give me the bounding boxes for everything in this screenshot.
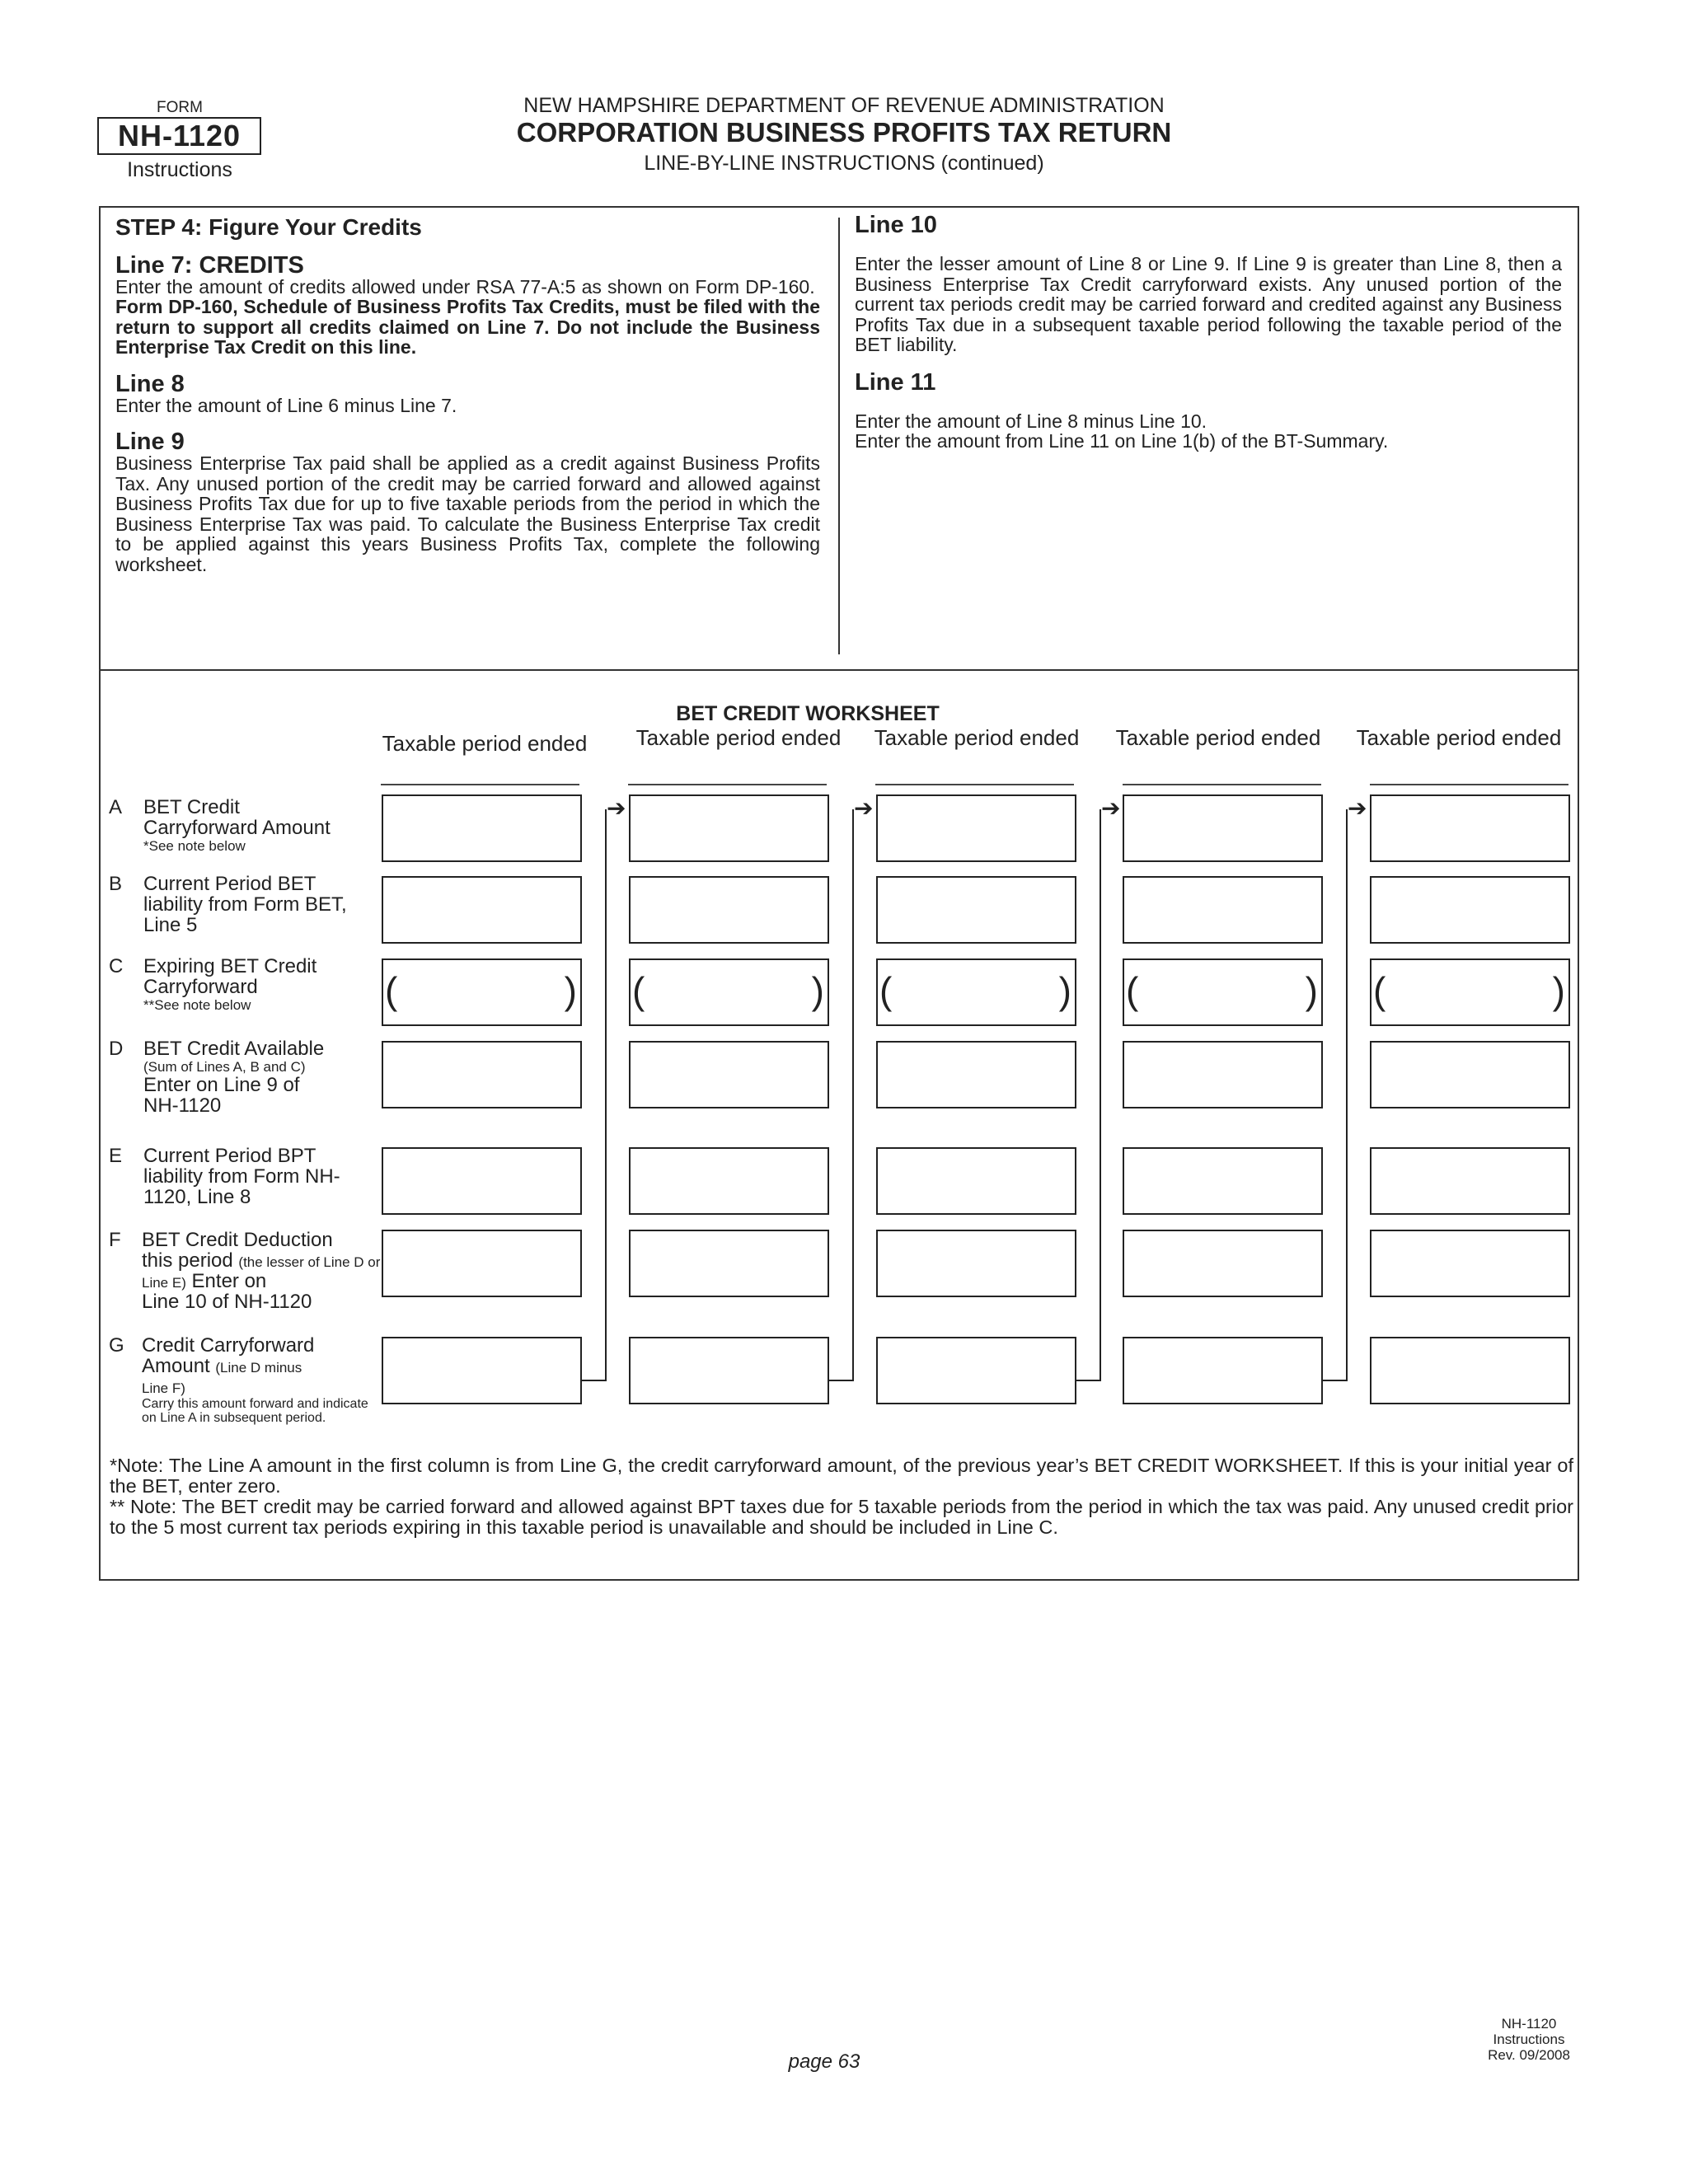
row-g-line2: Amount	[142, 1355, 210, 1377]
column-header-1: Taxable period ended	[382, 731, 588, 756]
line-e-col-4-input[interactable]	[1123, 1147, 1323, 1215]
period-date-field-2[interactable]	[628, 784, 827, 785]
row-letter-f: F	[109, 1229, 121, 1251]
note-2: ** Note: The BET credit may be carried forward and allowed against BPT taxes due for 5 taxable periods from the period in which the tax was paid. Any unused credit prior to the 5 most current tax periods expiring in this taxable period is unavailable and should be included in Line C.	[110, 1496, 1573, 1538]
line7-text-plain: Enter the amount of credits allowed under RSA 77-A:5 as shown on Form DP-160.	[115, 275, 815, 298]
line-e-col-1-input[interactable]	[382, 1147, 582, 1215]
row-a-note: *See note below	[143, 838, 246, 854]
row-f-line3: Line 10 of NH-1120	[142, 1291, 312, 1313]
form-number: NH-1120	[97, 117, 261, 155]
carryforward-connector	[1076, 1380, 1100, 1381]
paren-open: (	[879, 969, 893, 1012]
line8-text: Enter the amount of Line 6 minus Line 7.	[115, 394, 457, 416]
row-c-note: **See note below	[143, 997, 251, 1013]
line8-heading: Line 8	[115, 370, 185, 397]
period-date-field-5[interactable]	[1370, 784, 1568, 785]
section-divider	[100, 669, 1578, 671]
carryforward-connector	[582, 1380, 605, 1381]
line-f-col-3-input[interactable]	[876, 1230, 1076, 1297]
line-f-col-5-input[interactable]	[1370, 1230, 1570, 1297]
line-a-col-2-input[interactable]	[629, 794, 829, 862]
worksheet-title: BET CREDIT WORKSHEET	[676, 702, 940, 725]
row-letter-d: D	[109, 1038, 124, 1060]
line-b-col-1-input[interactable]	[382, 876, 582, 944]
form-revision-instr: Instructions	[1493, 2032, 1565, 2047]
line-c-col-4-input[interactable]	[1123, 958, 1323, 1026]
line7-heading: Line 7: CREDITS	[115, 251, 304, 279]
line10-heading: Line 10	[855, 212, 937, 238]
line-c-col-5-input[interactable]	[1370, 958, 1570, 1026]
line-a-col-3-input[interactable]	[876, 794, 1076, 862]
right-instructions	[855, 213, 1562, 452]
line-g-col-5-input[interactable]	[1370, 1337, 1570, 1404]
carryforward-connector	[829, 1380, 852, 1381]
paren-close: )	[1305, 969, 1318, 1012]
line-d-col-3-input[interactable]	[876, 1041, 1076, 1108]
carryforward-connector	[605, 809, 607, 1381]
line-g-col-4-input[interactable]	[1123, 1337, 1323, 1404]
line-c-col-1-input[interactable]	[382, 958, 582, 1026]
line9-heading: Line 9	[115, 429, 185, 455]
line7-text-bold: Form DP-160, Schedule of Business Profits Tax Credits, must be filed with the return to support all credits claimed on Line 7. Do not include the Business Enterprise Tax Credit on this line.	[115, 296, 820, 358]
column-header-4: Taxable period ended	[1115, 725, 1321, 750]
note-1: *Note: The Line A amount in the first column is from Line G, the credit carryforward amount, of the previous year’s BET CREDIT WORKSHEET. If this is your initial year of the BET, enter zero.	[110, 1455, 1573, 1497]
row-g-line1: Credit Carryforward	[142, 1334, 315, 1357]
arrow-right-icon: ➔	[1348, 795, 1367, 821]
line-f-col-4-input[interactable]	[1123, 1230, 1323, 1297]
row-letter-e: E	[109, 1145, 123, 1167]
paren-open: (	[385, 969, 398, 1012]
row-a-line1: BET Credit	[143, 796, 240, 818]
line-g-col-2-input[interactable]	[629, 1337, 829, 1404]
row-d-sub: (Sum of Lines A, B and C)	[143, 1059, 306, 1075]
column-header-3: Taxable period ended	[874, 725, 1080, 750]
column-divider	[838, 218, 840, 654]
row-d-line2: Enter on Line 9 of NH-1120	[143, 1074, 300, 1117]
paren-close: )	[1552, 969, 1565, 1012]
paren-close: )	[811, 969, 824, 1012]
form-revision-date: Rev. 09/2008	[1488, 2047, 1570, 2063]
form-instructions-label: Instructions	[127, 158, 232, 181]
row-g-line3: Carry this amount forward and indicate on Line A in subsequent period.	[142, 1397, 368, 1425]
row-c-line1: Expiring BET Credit	[143, 955, 317, 977]
period-date-field-1[interactable]	[381, 784, 579, 785]
line-e-col-3-input[interactable]	[876, 1147, 1076, 1215]
arrow-right-icon: ➔	[607, 795, 626, 821]
worksheet-notes	[110, 1455, 1573, 1538]
line9-text: Business Enterprise Tax paid shall be applied as a credit against Business Profits Tax. Any unused portion of the credit may be carried forward and allowed against Business Profits Tax due for up to five taxable periods from the period in which the Business Enterprise Tax was paid. To calculate the Business Enterprise Tax credit to be applied against this years Business Profits Tax, complete the following worksheet.	[115, 452, 820, 575]
column-header-2: Taxable period ended	[635, 725, 842, 750]
step-heading: STEP 4: Figure Your Credits	[115, 214, 422, 240]
line11-heading: Line 11	[855, 368, 936, 396]
row-a-line2: Carryforward Amount	[143, 817, 331, 839]
line-g-col-3-input[interactable]	[876, 1337, 1076, 1404]
page-title: CORPORATION BUSINESS PROFITS TAX RETURN	[516, 117, 1172, 148]
paren-close: )	[564, 969, 577, 1012]
line-b-col-4-input[interactable]	[1123, 876, 1323, 944]
line11-text-2: Enter the amount from Line 11 on Line 1(b) of the BT-Summary.	[855, 430, 1389, 452]
row-letter-c: C	[109, 955, 124, 977]
line-c-col-3-input[interactable]	[876, 958, 1076, 1026]
row-g-sub: (Line D minus Line F)	[142, 1360, 302, 1396]
row-c-line2: Carryforward	[143, 976, 258, 998]
line-d-col-2-input[interactable]	[629, 1041, 829, 1108]
column-header-5: Taxable period ended	[1356, 725, 1562, 750]
paren-open: (	[632, 969, 645, 1012]
row-f-sub: (the lesser of Line D or Line E)	[142, 1254, 381, 1291]
carryforward-connector	[1346, 809, 1348, 1381]
line-c-col-2-input[interactable]	[629, 958, 829, 1026]
carryforward-connector	[852, 809, 854, 1381]
row-e-text: Current Period BPT liability from Form NH-1120, Line 8	[143, 1145, 340, 1208]
department-name: NEW HAMPSHIRE DEPARTMENT OF REVENUE ADMINISTRATION	[523, 94, 1165, 117]
left-instructions	[115, 214, 820, 575]
page-number: page 63	[788, 2050, 860, 2073]
line-e-col-5-input[interactable]	[1370, 1147, 1570, 1215]
form-label: FORM	[157, 99, 203, 116]
line-a-col-5-input[interactable]	[1370, 794, 1570, 862]
line-d-col-1-input[interactable]	[382, 1041, 582, 1108]
paren-close: )	[1058, 969, 1071, 1012]
line-a-col-1-input[interactable]	[382, 794, 582, 862]
line-f-col-2-input[interactable]	[629, 1230, 829, 1297]
row-f-line2b: Enter on	[191, 1270, 267, 1292]
carryforward-connector	[1100, 809, 1101, 1381]
paren-open: (	[1373, 969, 1386, 1012]
period-date-field-3[interactable]	[875, 784, 1074, 785]
row-letter-b: B	[109, 873, 123, 895]
row-b-text: Current Period BET liability from Form BET, Line 5	[143, 873, 347, 936]
line-e-col-2-input[interactable]	[629, 1147, 829, 1215]
line-g-col-1-input[interactable]	[382, 1337, 582, 1404]
line10-text: Enter the lesser amount of Line 8 or Line 9. If Line 9 is greater than Line 8, then a Business Enterprise Tax Credit carryforward exists. Any unused portion of the current tax periods credit may be carried forward and credited against any Business Profits Tax due in a subsequent taxable period following the taxable period of the BET liability.	[855, 253, 1562, 355]
line-b-col-5-input[interactable]	[1370, 876, 1570, 944]
paren-open: (	[1126, 969, 1139, 1012]
page-subtitle: LINE-BY-LINE INSTRUCTIONS (continued)	[644, 152, 1044, 175]
row-f-line2a: this period	[142, 1249, 233, 1272]
form-revision-number: NH-1120	[1501, 2016, 1557, 2032]
line-b-col-3-input[interactable]	[876, 876, 1076, 944]
period-date-field-4[interactable]	[1123, 784, 1321, 785]
row-letter-g: G	[109, 1334, 124, 1357]
row-letter-a: A	[109, 796, 123, 818]
line-a-col-4-input[interactable]	[1123, 794, 1323, 862]
line11-text-1: Enter the amount of Line 8 minus Line 10.	[855, 410, 1207, 432]
line-d-col-5-input[interactable]	[1370, 1041, 1570, 1108]
arrow-right-icon: ➔	[1101, 795, 1121, 821]
row-f-line1: BET Credit Deduction	[142, 1229, 333, 1251]
form-revision	[1467, 2016, 1591, 2063]
arrow-right-icon: ➔	[854, 795, 874, 821]
line7-text	[115, 277, 820, 358]
line-f-col-1-input[interactable]	[382, 1230, 582, 1297]
line-b-col-2-input[interactable]	[629, 876, 829, 944]
line-d-col-4-input[interactable]	[1123, 1041, 1323, 1108]
row-d-line1: BET Credit Available	[143, 1038, 325, 1060]
carryforward-connector	[1323, 1380, 1346, 1381]
